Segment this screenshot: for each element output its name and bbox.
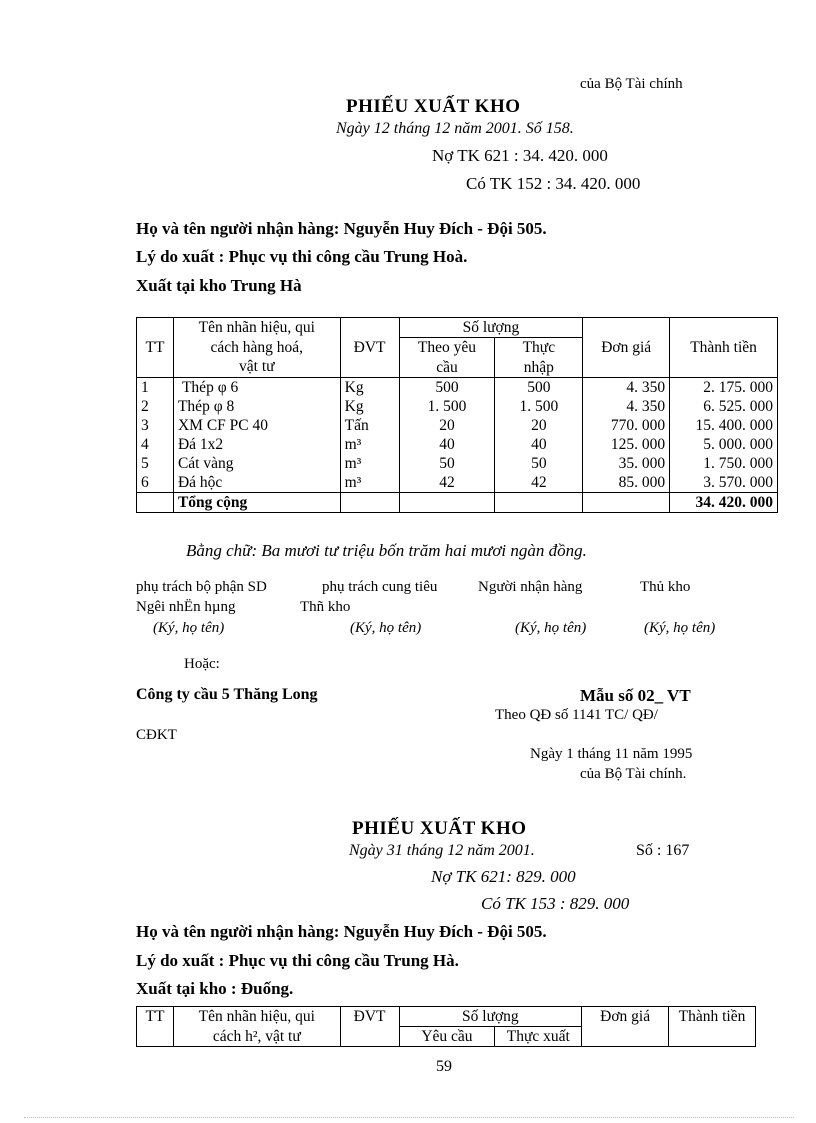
signature-note-2: (Ký, họ tên) (350, 620, 422, 636)
row-price: 85. 000 (583, 473, 670, 493)
table-total-row (137, 493, 778, 513)
row-unit: Tấn (340, 416, 399, 435)
table-row (137, 397, 778, 416)
row-price: 770. 000 (583, 416, 670, 435)
row-requested: 42 (399, 473, 495, 493)
header-tt: TT (137, 1007, 174, 1047)
header-amount: Thành tiền (670, 318, 778, 378)
table-row (137, 473, 778, 493)
slip2-title: PHIẾU XUẤT KHO (352, 818, 527, 839)
row-name: Đá 1x2 (173, 435, 340, 454)
slip2-warehouse: Xuất tại kho : Đuống. (136, 979, 294, 998)
row-name: Cát vàng (173, 454, 340, 473)
row-name: Thép φ 6 (173, 378, 340, 398)
slip1-title: PHIẾU XUẤT KHO (346, 96, 521, 117)
row-requested: 20 (399, 416, 495, 435)
table-row (137, 416, 778, 435)
signature-note-4: (Ký, họ tên) (644, 620, 716, 636)
header-quantity: Số lượng (399, 1007, 582, 1027)
header-requested: Yêu cầu (399, 1027, 495, 1047)
row-tt: 3 (137, 416, 174, 435)
header-item-name: Tên nhãn hiệu, qui cách h², vật tư (173, 1007, 340, 1047)
row-name: Đá hộc (173, 473, 340, 493)
decision-ref: Theo QĐ số 1141 TC/ QĐ/ (495, 707, 658, 723)
row-actual: 1. 500 (495, 397, 583, 416)
signature-note-3: (Ký, họ tên) (515, 620, 587, 636)
header-quantity: Số lượng (399, 318, 583, 338)
row-requested: 1. 500 (399, 397, 495, 416)
row-unit: m³ (340, 454, 399, 473)
signature-title-storekeeper: Thủ kho (640, 579, 691, 595)
page-number: 59 (436, 1058, 452, 1075)
ministry-line: của Bộ Tài chính (580, 76, 683, 92)
slip2-receiver: Họ và tên người nhận hàng: Nguyễn Huy Đích - Đội 505. (136, 922, 547, 941)
header-actual: Thực nhập (495, 338, 583, 378)
ministry-line-2: của Bộ Tài chính. (580, 766, 687, 782)
table-row (137, 454, 778, 473)
row-tt: 1 (137, 378, 174, 398)
slip2-table (136, 1006, 756, 1047)
row-actual: 500 (495, 378, 583, 398)
slip1-debit: Nợ TK 621 : 34. 420. 000 (432, 146, 608, 165)
footer-divider (24, 1117, 794, 1118)
row-tt: 2 (137, 397, 174, 416)
slip1-receiver: Họ và tên người nhận hàng: Nguyễn Huy Đích - Đội 505. (136, 219, 547, 238)
row-unit: m³ (340, 473, 399, 493)
table-row (137, 378, 778, 398)
slip1-date-line: Ngày 12 tháng 12 năm 2001. Số 158. (336, 120, 574, 137)
row-actual: 42 (495, 473, 583, 493)
row-unit: Kg (340, 397, 399, 416)
signature-title-receiver: Người nhận hàng (478, 579, 583, 595)
row-tt: 6 (137, 473, 174, 493)
row-price: 125. 000 (583, 435, 670, 454)
row-actual: 40 (495, 435, 583, 454)
row-actual: 20 (495, 416, 583, 435)
company-name: Công ty cầu 5 Thăng Long (136, 686, 318, 703)
cdkt-label: CĐKT (136, 727, 177, 743)
garbled-receiver: Ngêi nhËn hµng (136, 599, 236, 615)
row-requested: 500 (399, 378, 495, 398)
decision-date: Ngày 1 tháng 11 năm 1995 (530, 746, 693, 762)
row-total: 3. 570. 000 (670, 473, 778, 493)
row-price: 35. 000 (583, 454, 670, 473)
header-unit-price: Đơn giá (582, 1007, 669, 1047)
slip2-debit: Nợ TK 621: 829. 000 (431, 867, 576, 886)
form-number: Mẫu số 02_ VT (580, 686, 691, 705)
row-price: 4. 350 (583, 397, 670, 416)
slip2-number: Số : 167 (636, 842, 690, 859)
total-label: Tổng cộng (173, 493, 340, 513)
or-label: Hoặc: (184, 656, 220, 672)
total-value: 34. 420. 000 (670, 493, 778, 513)
row-unit: Kg (340, 378, 399, 398)
row-total: 2. 175. 000 (670, 378, 778, 398)
signature-title-supply: phụ trách cung tiêu (322, 579, 438, 595)
row-actual: 50 (495, 454, 583, 473)
row-price: 4. 350 (583, 378, 670, 398)
slip1-reason: Lý do xuất : Phục vụ thi công cầu Trung Hoà. (136, 247, 468, 266)
header-actual: Thực xuất (495, 1027, 582, 1047)
row-requested: 50 (399, 454, 495, 473)
row-total: 1. 750. 000 (670, 454, 778, 473)
signature-note-1: (Ký, họ tên) (153, 620, 225, 636)
header-unit: ĐVT (340, 1007, 399, 1047)
row-tt: 4 (137, 435, 174, 454)
row-total: 5. 000. 000 (670, 435, 778, 454)
row-name: Thép φ 8 (173, 397, 340, 416)
slip1-warehouse: Xuất tại kho Trung Hà (136, 276, 302, 295)
row-total: 6. 525. 000 (670, 397, 778, 416)
slip2-credit: Có TK 153 : 829. 000 (481, 894, 630, 913)
row-name: XM CF PC 40 (173, 416, 340, 435)
signature-title-dept: phụ trách bộ phận SD (136, 579, 267, 595)
row-unit: m³ (340, 435, 399, 454)
header-requested: Theo yêu cầu (399, 338, 495, 378)
header-amount: Thành tiền (669, 1007, 756, 1047)
row-tt: 5 (137, 454, 174, 473)
table-header-row (137, 318, 778, 338)
table-row (137, 435, 778, 454)
slip1-credit: Có TK 152 : 34. 420. 000 (466, 174, 641, 193)
slip1-table (136, 317, 778, 513)
header-item-name: Tên nhãn hiệu, qui cách hàng hoá, vật tư (173, 318, 340, 378)
row-requested: 40 (399, 435, 495, 454)
slip2-date-line: Ngày 31 tháng 12 năm 2001. (349, 842, 535, 859)
garbled-storekeeper: Thñ kho (300, 599, 351, 615)
header-unit: ĐVT (340, 318, 399, 378)
row-total: 15. 400. 000 (670, 416, 778, 435)
header-unit-price: Đơn giá (583, 318, 670, 378)
amount-in-words: Bằng chữ: Ba mươi tư triệu bốn trăm hai mươi ngàn đồng. (186, 541, 587, 560)
header-tt: TT (137, 318, 174, 378)
slip2-reason: Lý do xuất : Phục vụ thi công cầu Trung Hà. (136, 951, 459, 970)
